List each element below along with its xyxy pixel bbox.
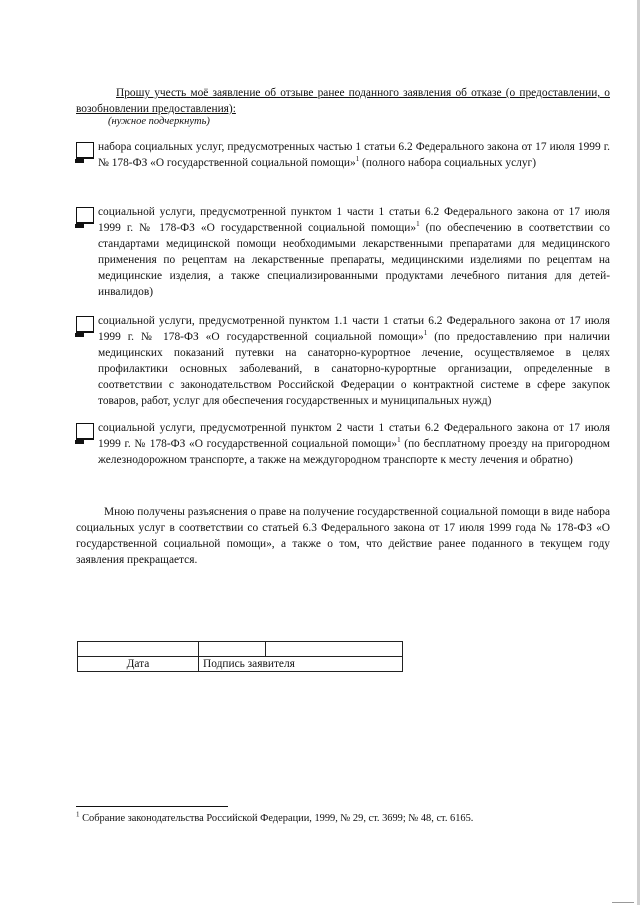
intro-text: Прошу учесть моё заявление об отзыве ранее поданного заявления об отказе (о предоставлении, о возобновлении предоставления): xyxy=(76,87,610,115)
checkbox-medicines[interactable] xyxy=(76,207,94,224)
option-full-set xyxy=(76,139,610,171)
signature-input-cell-right[interactable] xyxy=(266,642,403,657)
option-text: набора социальных услуг, предусмотренных частью 1 статьи 6.2 Федерального закона от 17 июля 1999 г. № 178-ФЗ «О государственной социальной помощи»$^1$ (полного набора социальных услуг) xyxy=(98,141,610,169)
footnote-ref: 1 xyxy=(423,329,428,338)
signature-table xyxy=(77,641,403,672)
option-text: социальной услуги, предусмотренной пунктом 1 части 1 статьи 6.2 Федерального закона от 17 июля 1999 г. № 178-ФЗ «О государственной социальной помощи»$^1$ (по обеспечению в соответствии со стандартами медицинской помощи необходимыми лекарственными препаратами для медицинского применения по рецептам на лекарственные препараты, медицинскими изделиями по рецептам на медицинские изделия, а также специализированными продуктами лечебного питания для детей-инвалидов) xyxy=(98,206,610,298)
option-text: социальной услуги, предусмотренной пунктом 2 части 1 статьи 6.2 Федерального закона от 17 июля 1999 г. № 178-ФЗ «О государственной социальной помощи»$^1$ (по бесплатному проезду на пригородном железнодорожном транспорте, а также на междугородном транспорте к месту лечения и обратно) xyxy=(98,422,610,466)
checkbox-travel[interactable] xyxy=(76,423,94,440)
checkbox-full-set[interactable] xyxy=(76,142,94,159)
option-text: социальной услуги, предусмотренной пунктом 1.1 части 1 статьи 6.2 Федерального закона от 17 июля 1999 г. № 178-ФЗ «О государственной социальной помощи»$^1$ (по предоставлению при наличии медицинских показаний путевки на санаторно-курортное лечение, осуществляемое в целях профилактики основных заболеваний, в санаторно-курортные организации, определенные в соответствии с законодательством Российской Федерации о контрактной системе в сфере закупок товаров, работ, услуг для обеспечения государственных и муниципальных нужд) xyxy=(98,315,611,407)
signature-label: Подпись заявителя xyxy=(199,657,403,672)
option-medicines xyxy=(76,204,610,300)
footnote-ref: 1 xyxy=(397,436,401,445)
footnote-ref: 1 xyxy=(355,155,360,164)
date-label: Дата xyxy=(78,657,199,672)
scan-artifact xyxy=(612,902,634,903)
underline-hint: (нужное подчеркнуть) xyxy=(108,116,210,127)
footnote-ref: 1 xyxy=(416,220,420,229)
option-travel xyxy=(76,420,610,468)
checkbox-sanatorium[interactable] xyxy=(76,316,94,333)
signature-input-cell-left[interactable] xyxy=(199,642,266,657)
option-sanatorium xyxy=(76,313,610,409)
footnote-text: Собрание законодательства Российской Федерации, 1999, № 29, ст. 3699; № 48, ст. 6165. xyxy=(79,813,474,824)
footnote-divider xyxy=(76,806,228,807)
date-input-cell[interactable] xyxy=(78,642,199,657)
footnote-marker: 1 xyxy=(76,810,80,819)
footnote xyxy=(76,811,610,827)
intro-paragraph xyxy=(76,85,610,117)
acknowledgement-paragraph: Мною получены разъяснения о праве на получение государственной социальной помощи в виде набора социальных услуг в соответствии со статьей 6.3 Федерального закона от 17 июля 1999 года № 178-ФЗ «О государственной социальной помощи», а также о том, что действие ранее поданного в текущем году заявления прекращается. xyxy=(76,506,610,566)
